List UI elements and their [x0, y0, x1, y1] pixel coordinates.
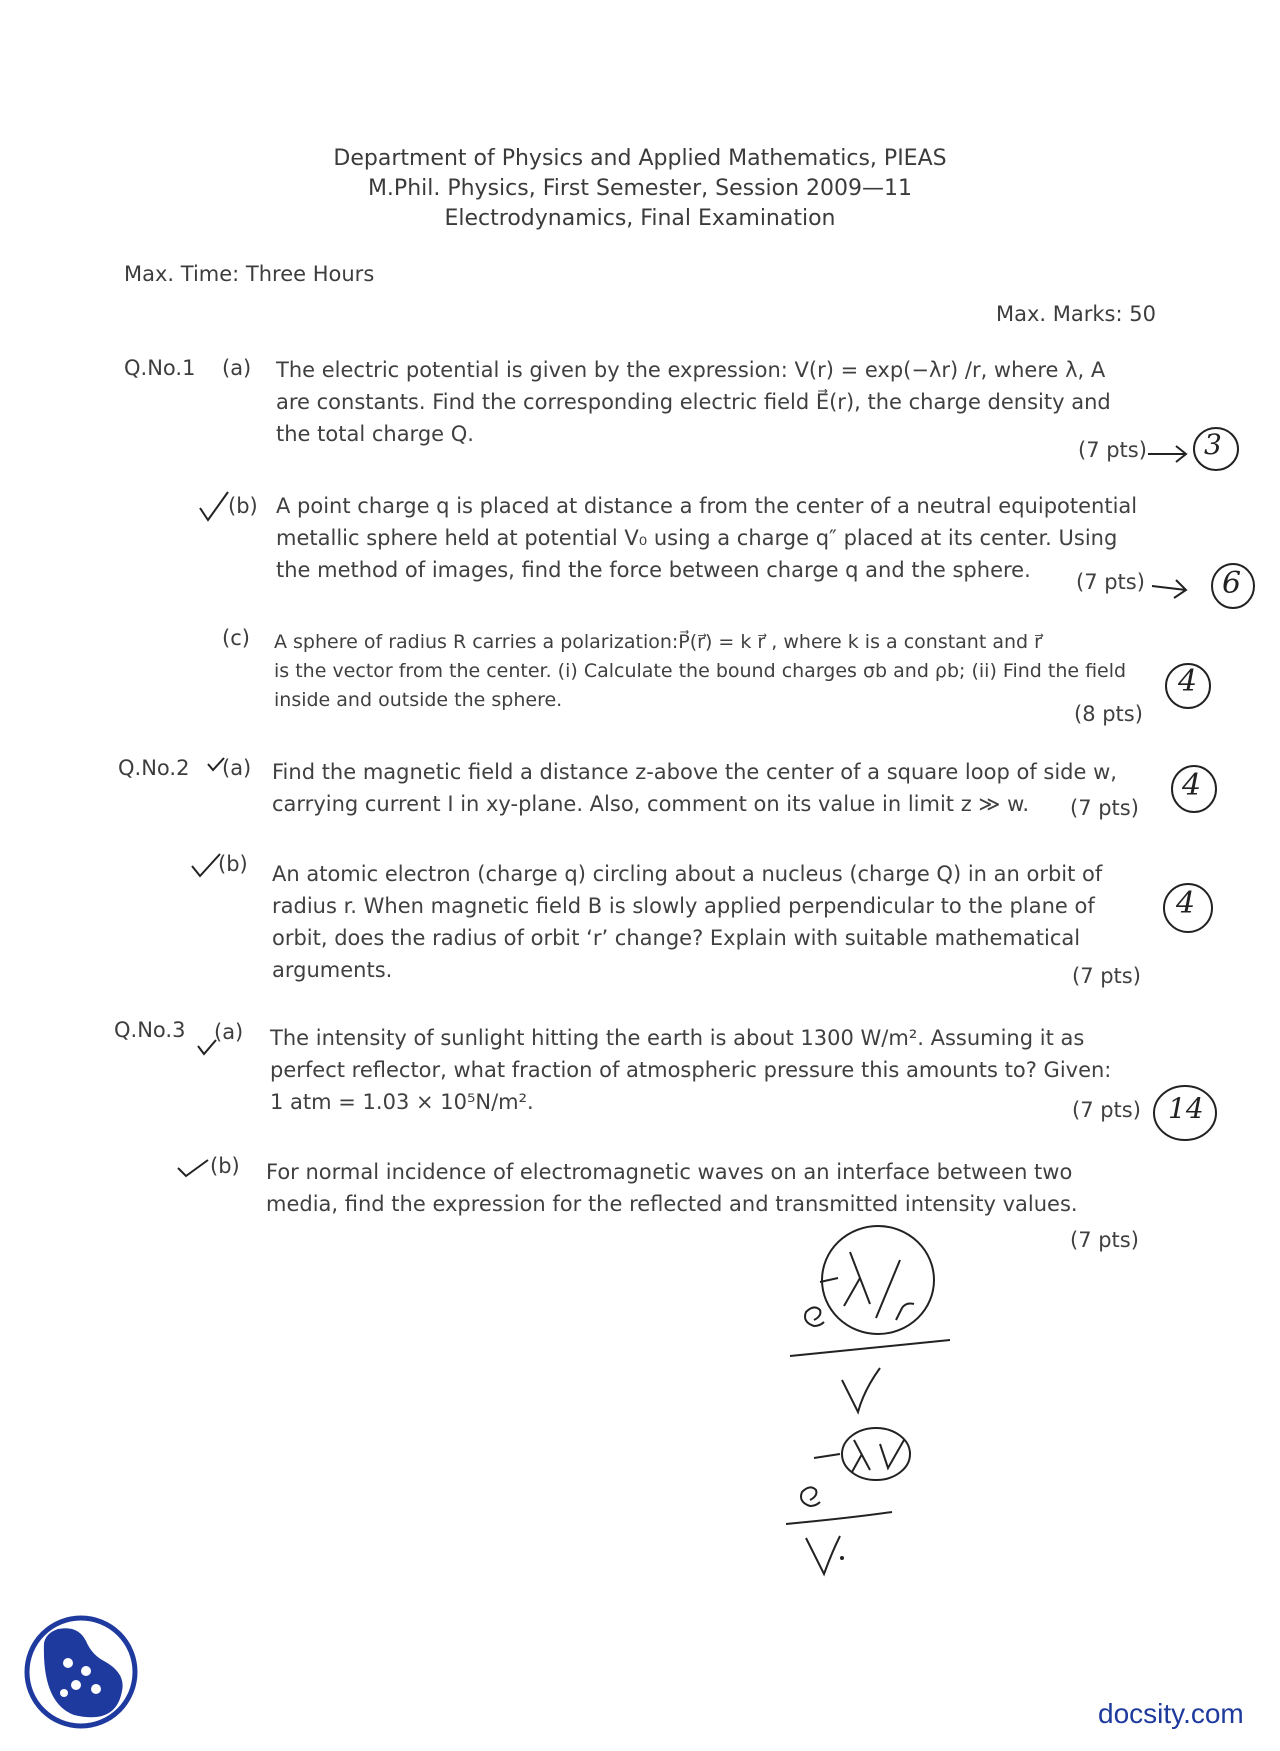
- question-line: the method of images, find the force between charge q and the sphere.: [276, 558, 1031, 582]
- part-label: (b): [210, 1154, 240, 1178]
- tick-mark-icon: [196, 488, 236, 524]
- question-line: the total charge Q.: [276, 422, 474, 446]
- points: (7 pts): [1076, 570, 1145, 594]
- department-heading: Department of Physics and Applied Mathematics, PIEAS: [333, 146, 947, 171]
- question-line: metallic sphere held at potential V₀ using a charge q″ placed at its center. Using: [276, 526, 1118, 550]
- question-line: An atomic electron (charge q) circling about a nucleus (charge Q) in an orbit of: [272, 862, 1103, 886]
- question-line: The intensity of sunlight hitting the earth is about 1300 W/m². Assuming it as: [270, 1026, 1085, 1050]
- tick-mark-icon: [206, 756, 228, 776]
- question-text: [272, 858, 1102, 986]
- question-line: is the vector from the center. (i) Calculate the bound charges σb and ρb; (ii) Find the field: [274, 660, 1127, 682]
- question-text: [276, 354, 1111, 450]
- score-mark: 3: [1204, 428, 1222, 461]
- question-text: [270, 1022, 1111, 1118]
- points: (7 pts): [1078, 438, 1147, 462]
- question-number: Q.No.3: [114, 1018, 186, 1042]
- points: (7 pts): [1072, 1098, 1141, 1122]
- part-label: (b): [218, 852, 248, 876]
- points: (7 pts): [1070, 1228, 1139, 1252]
- handwritten-formula: [780, 1222, 980, 1582]
- arrow-right-icon: [1148, 442, 1192, 464]
- question-line: A sphere of radius R carries a polarization:P⃗(r⃗) = k r⃗ , where k is a constant and r⃗: [274, 631, 1042, 653]
- arrow-right-icon: [1152, 576, 1192, 600]
- program-heading: M.Phil. Physics, First Semester, Session 2009—11: [367, 176, 913, 201]
- question-number: Q.No.1: [124, 356, 196, 380]
- question-line: arguments.: [272, 958, 393, 982]
- question-number: Q.No.2: [118, 756, 190, 780]
- question-line: orbit, does the radius of orbit ‘r’ change? Explain with suitable mathematical: [272, 926, 1081, 950]
- points: (7 pts): [1072, 964, 1141, 988]
- score-mark: 4: [1176, 886, 1196, 921]
- points: (7 pts): [1070, 796, 1139, 820]
- question-text: [272, 756, 1117, 820]
- tick-mark-icon: [176, 1158, 210, 1180]
- question-line: are constants. Find the corresponding electric field E⃗(r), the charge density and: [276, 390, 1111, 414]
- question-line: carrying current I in xy-plane. Also, comment on its value in limit z ≫ w.: [272, 792, 1029, 816]
- part-label: (a): [214, 1020, 244, 1044]
- question-text: [276, 490, 1137, 586]
- question-text: [274, 628, 1126, 715]
- question-text: [266, 1156, 1078, 1220]
- question-line: 1 atm = 1.03 × 10⁵N/m².: [270, 1090, 534, 1114]
- docsity-logo-icon: [22, 1613, 140, 1731]
- question-line: A point charge q is placed at distance a from the center of a neutral equipotential: [276, 494, 1138, 518]
- part-label: (a): [222, 756, 252, 780]
- exam-heading: Electrodynamics, Final Examination: [444, 206, 836, 231]
- tick-mark-icon: [190, 852, 224, 880]
- max-marks: Max. Marks: 50: [996, 302, 1156, 326]
- question-line: inside and outside the sphere.: [274, 689, 563, 711]
- part-label: (b): [228, 494, 258, 518]
- question-line: media, find the expression for the reflected and transmitted intensity values.: [266, 1192, 1078, 1216]
- score-mark: 4: [1182, 768, 1202, 803]
- score-mark: 4: [1178, 664, 1198, 699]
- question-line: Find the magnetic field a distance z-above the center of a square loop of side w,: [272, 760, 1117, 784]
- part-label: (a): [222, 356, 252, 380]
- question-line: radius r. When magnetic field B is slowly applied perpendicular to the plane of: [272, 894, 1095, 918]
- tick-mark-icon: [196, 1028, 220, 1058]
- question-line: The electric potential is given by the expression: V(r) = exp(−λr) /r, where λ, A: [276, 358, 1106, 382]
- score-mark: 14: [1168, 1092, 1204, 1125]
- score-mark: 6: [1222, 566, 1242, 601]
- question-line: For normal incidence of electromagnetic waves on an interface between two: [266, 1160, 1073, 1184]
- max-time: Max. Time: Three Hours: [124, 262, 375, 286]
- brand-link[interactable]: docsity.com: [1098, 1698, 1244, 1729]
- question-line: perfect reflector, what fraction of atmospheric pressure this amounts to? Given:: [270, 1058, 1112, 1082]
- part-label: (c): [222, 626, 250, 650]
- points: (8 pts): [1074, 702, 1143, 726]
